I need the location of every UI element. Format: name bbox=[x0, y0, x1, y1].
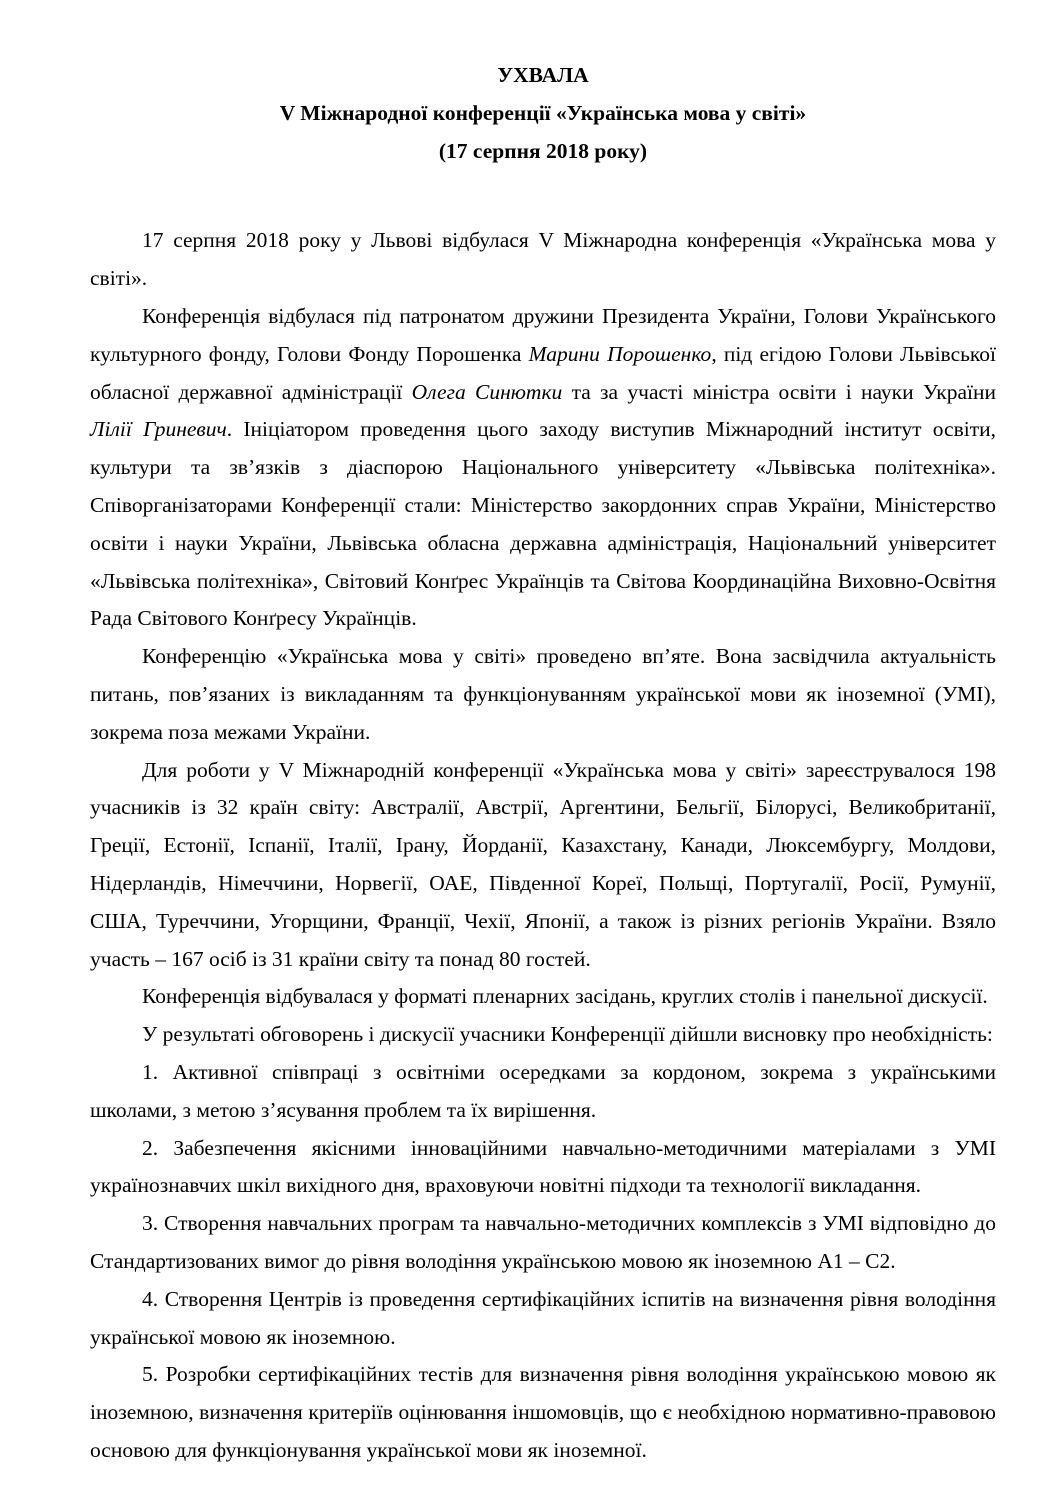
paragraph bbox=[90, 1205, 996, 1281]
paragraph bbox=[90, 1130, 996, 1206]
paragraph bbox=[90, 1356, 996, 1469]
paragraph bbox=[90, 1281, 996, 1357]
person-name-italic: Лілії Гриневич bbox=[90, 417, 227, 442]
paragraph-text: , під егідою Голови Львівської обласної державної адміністрації bbox=[90, 341, 996, 404]
paragraph-text: 4. Створення Центрів із проведення сертифікаційних іспитів на визначення рівня володіння української мовою як іноземною. bbox=[90, 1286, 996, 1349]
paragraph-text: 17 серпня 2018 року у Львові відбулася V Міжнародна конференція «Українська мова у світі». bbox=[90, 228, 996, 291]
paragraph-text: . Ініціатором проведення цього заходу виступив Міжнародний інститут освіти, культури та зв’язків з діаспорою Національного університету «Львівська політехніка». Співорганізаторами Конференції стали: Міністерство закордонних справ України, Міністерство освіти і науки України, Львівська обласна державна адміністрація, Національний університет «Львівська політехніка», Світовий Конґрес Українців та Світова Координаційна Виховно-Освітня Рада Світового Конґресу Українців. bbox=[90, 417, 996, 631]
paragraph-text: та за участі міністра освіти і науки України bbox=[562, 379, 996, 404]
paragraph-text: 2. Забезпечення якісними інноваційними навчально-методичними матеріалами з УМІ українознавчих шкіл вихідного дня, враховуючи новітні підходи та технології викладання. bbox=[90, 1135, 996, 1198]
document-date-line: (17 серпня 2018 року) bbox=[438, 138, 648, 163]
paragraph-text: Конференція відбулася під патронатом дружини Президента України, Голови Українського культурного фонду, Голови Фонду Порошенка bbox=[90, 303, 996, 366]
paragraph bbox=[90, 222, 996, 298]
paragraph bbox=[90, 1054, 996, 1130]
paragraph bbox=[90, 638, 996, 751]
person-name-italic: Марини Порошенко bbox=[528, 341, 712, 366]
paragraph-text: Для роботи у V Міжнародній конференції «Українська мова у світі» зареєструвалося 198 учасників із 32 країн світу: Австралії, Австрії, Аргентини, Бельгії, Білорусі, Великобританії, Греції, Естонії, Іспанії, Італії, Ірану, Йорданії, Казахстану, Канади, Люксембургу, Молдови, Нідерландів, Німеччини, Норвегії, ОАЕ, Південної Кореї, Польщі, Португалії, Росії, Румунії, США, Туреччини, Угорщини, Франції, Чехії, Японії, а також із різних регіонів України. Взяло участь – 167 осіб із 31 країни світу та понад 80 гостей. bbox=[90, 757, 996, 971]
paragraph-text: 5. Розробки сертифікаційних тестів для визначення рівня володіння українською мовою як іноземною, визначення критеріїв оцінювання іншомовців, що є необхідною нормативно-правовою основою для функціонування української мови як іноземної. bbox=[90, 1362, 996, 1462]
document-title: УХВАЛА bbox=[497, 63, 589, 87]
paragraph-text: Конференцію «Українська мова у світі» проведено вп’яте. Вона засвідчила актуальність питань, пов’язаних із викладанням та функціонуванням української мови як іноземної (УМІ), зокрема поза межами України. bbox=[90, 644, 996, 744]
document-subtitle: V Міжнародної конференції «Українська мова у світі» bbox=[279, 100, 807, 125]
paragraph bbox=[90, 978, 996, 1016]
paragraph-text: 3. Створення навчальних програм та навчально-методичних комплексів з УМІ відповідно до Стандартизованих вимог до рівня володіння українською мовою як іноземною A1 – C2. bbox=[90, 1211, 996, 1273]
paragraph-text: 1. Активної співпраці з освітніми осередками за кордоном, зокрема з українськими школами, з метою з’ясування проблем та їх вирішення. bbox=[90, 1059, 996, 1122]
document-body bbox=[90, 222, 996, 1469]
paragraph bbox=[90, 298, 996, 638]
document-heading bbox=[90, 57, 996, 170]
paragraph bbox=[90, 752, 996, 979]
paragraph bbox=[90, 1016, 996, 1054]
person-name-italic: Олега Синютки bbox=[411, 379, 563, 404]
paragraph-text: У результаті обговорень і дискусії учасники Конференції дійшли висновку про необхідність: bbox=[142, 1022, 993, 1047]
paragraph-text: Конференція відбувалася у форматі пленарних засідань, круглих столів і панельної дискусії. bbox=[142, 984, 988, 1009]
